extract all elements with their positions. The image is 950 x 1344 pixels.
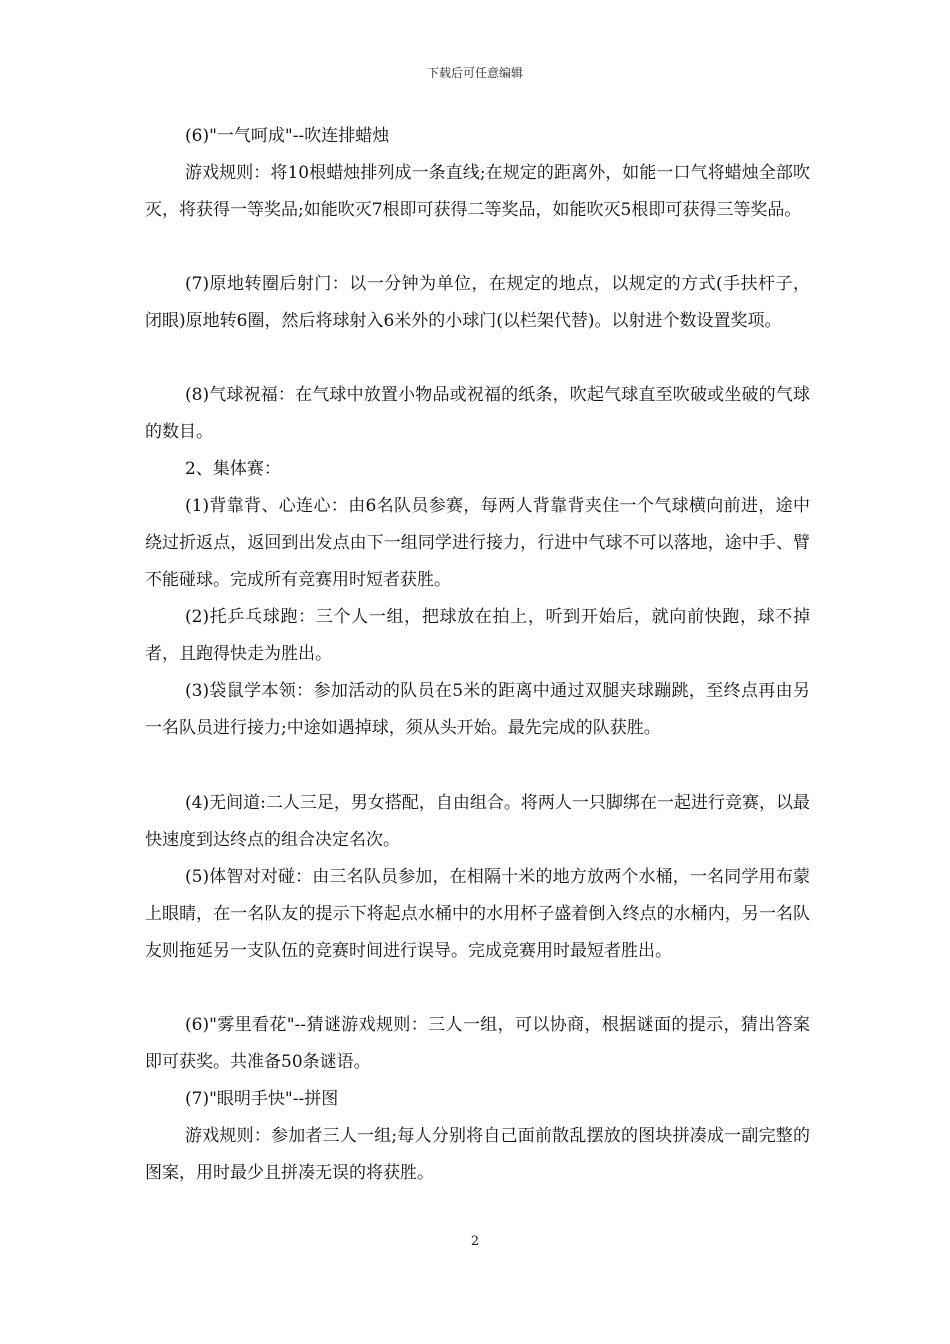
paragraph-group-1: (1)背靠背、心连心：由6名队员参赛，每两人背靠背夹住一个气球横向前进，途中绕过折返点，返回到出发点由下一组同学进行接力，行进中气球不可以落地，途中手、臂不能碰球。完成所有竞赛用时短者获胜。 xyxy=(145,496,810,590)
paragraph-group-7-rules: 游戏规则：参加者三人一组;每人分别将自己面前散乱摆放的图块拼凑成一副完整的图案，用时最少且拼凑无误的将获胜。 xyxy=(145,1126,810,1183)
section-heading-group: 2、集体赛： xyxy=(185,459,281,479)
paragraph-group-5: (5)体智对对碰：由三名队员参加，在相隔十米的地方放两个水桶，一名同学用布蒙上眼睛，在一名队友的提示下将起点水桶中的水用杯子盛着倒入终点的水桶内，另一名队友则拖延另一支队伍的竞赛时间进行误导。完成竞赛用时最短者胜出。 xyxy=(145,867,810,961)
paragraph-item-6-title: (6)"一气呵成"--吹连排蜡烛 xyxy=(185,126,390,146)
paragraph-group-7-title: (7)"眼明手快"--拼图 xyxy=(185,1089,339,1109)
paragraph-item-7: (7)原地转圈后射门：以一分钟为单位，在规定的地点，以规定的方式(手扶杆子，闭眼)原地转6圈，然后将球射入6米外的小球门(以栏架代替)。以射进个数设置奖项。 xyxy=(145,274,810,331)
paragraph-item-6-rules: 游戏规则：将10根蜡烛排列成一条直线;在规定的距离外，如能一口气将蜡烛全部吹灭，将获得一等奖品;如能吹灭7根即可获得二等奖品，如能吹灭5根即可获得三等奖品。 xyxy=(145,163,810,220)
paragraph-group-3: (3)袋鼠学本领：参加活动的队员在5米的距离中通过双腿夹球蹦跳，至终点再由另一名队员进行接力;中途如遇掉球，须从头开始。最先完成的队获胜。 xyxy=(145,681,810,738)
page-number: 2 xyxy=(470,1234,480,1249)
paragraph-group-2: (2)托乒乓球跑：三个人一组，把球放在拍上，听到开始后，就向前快跑，球不掉者，且跑得快走为胜出。 xyxy=(145,607,810,664)
paragraph-item-8: (8)气球祝福：在气球中放置小物品或祝福的纸条，吹起气球直至吹破或坐破的气球的数目。 xyxy=(145,385,810,442)
page-header: 下载后可任意编辑 xyxy=(426,66,523,80)
paragraph-group-6: (6)"雾里看花"--猜谜游戏规则：三人一组，可以协商，根据谜面的提示，猜出答案即可获奖。共准备50条谜语。 xyxy=(145,1015,810,1072)
paragraph-group-4: (4)无间道:二人三足，男女搭配，自由组合。将两人一只脚绑在一起进行竞赛，以最快速度到达终点的组合决定名次。 xyxy=(145,793,810,850)
